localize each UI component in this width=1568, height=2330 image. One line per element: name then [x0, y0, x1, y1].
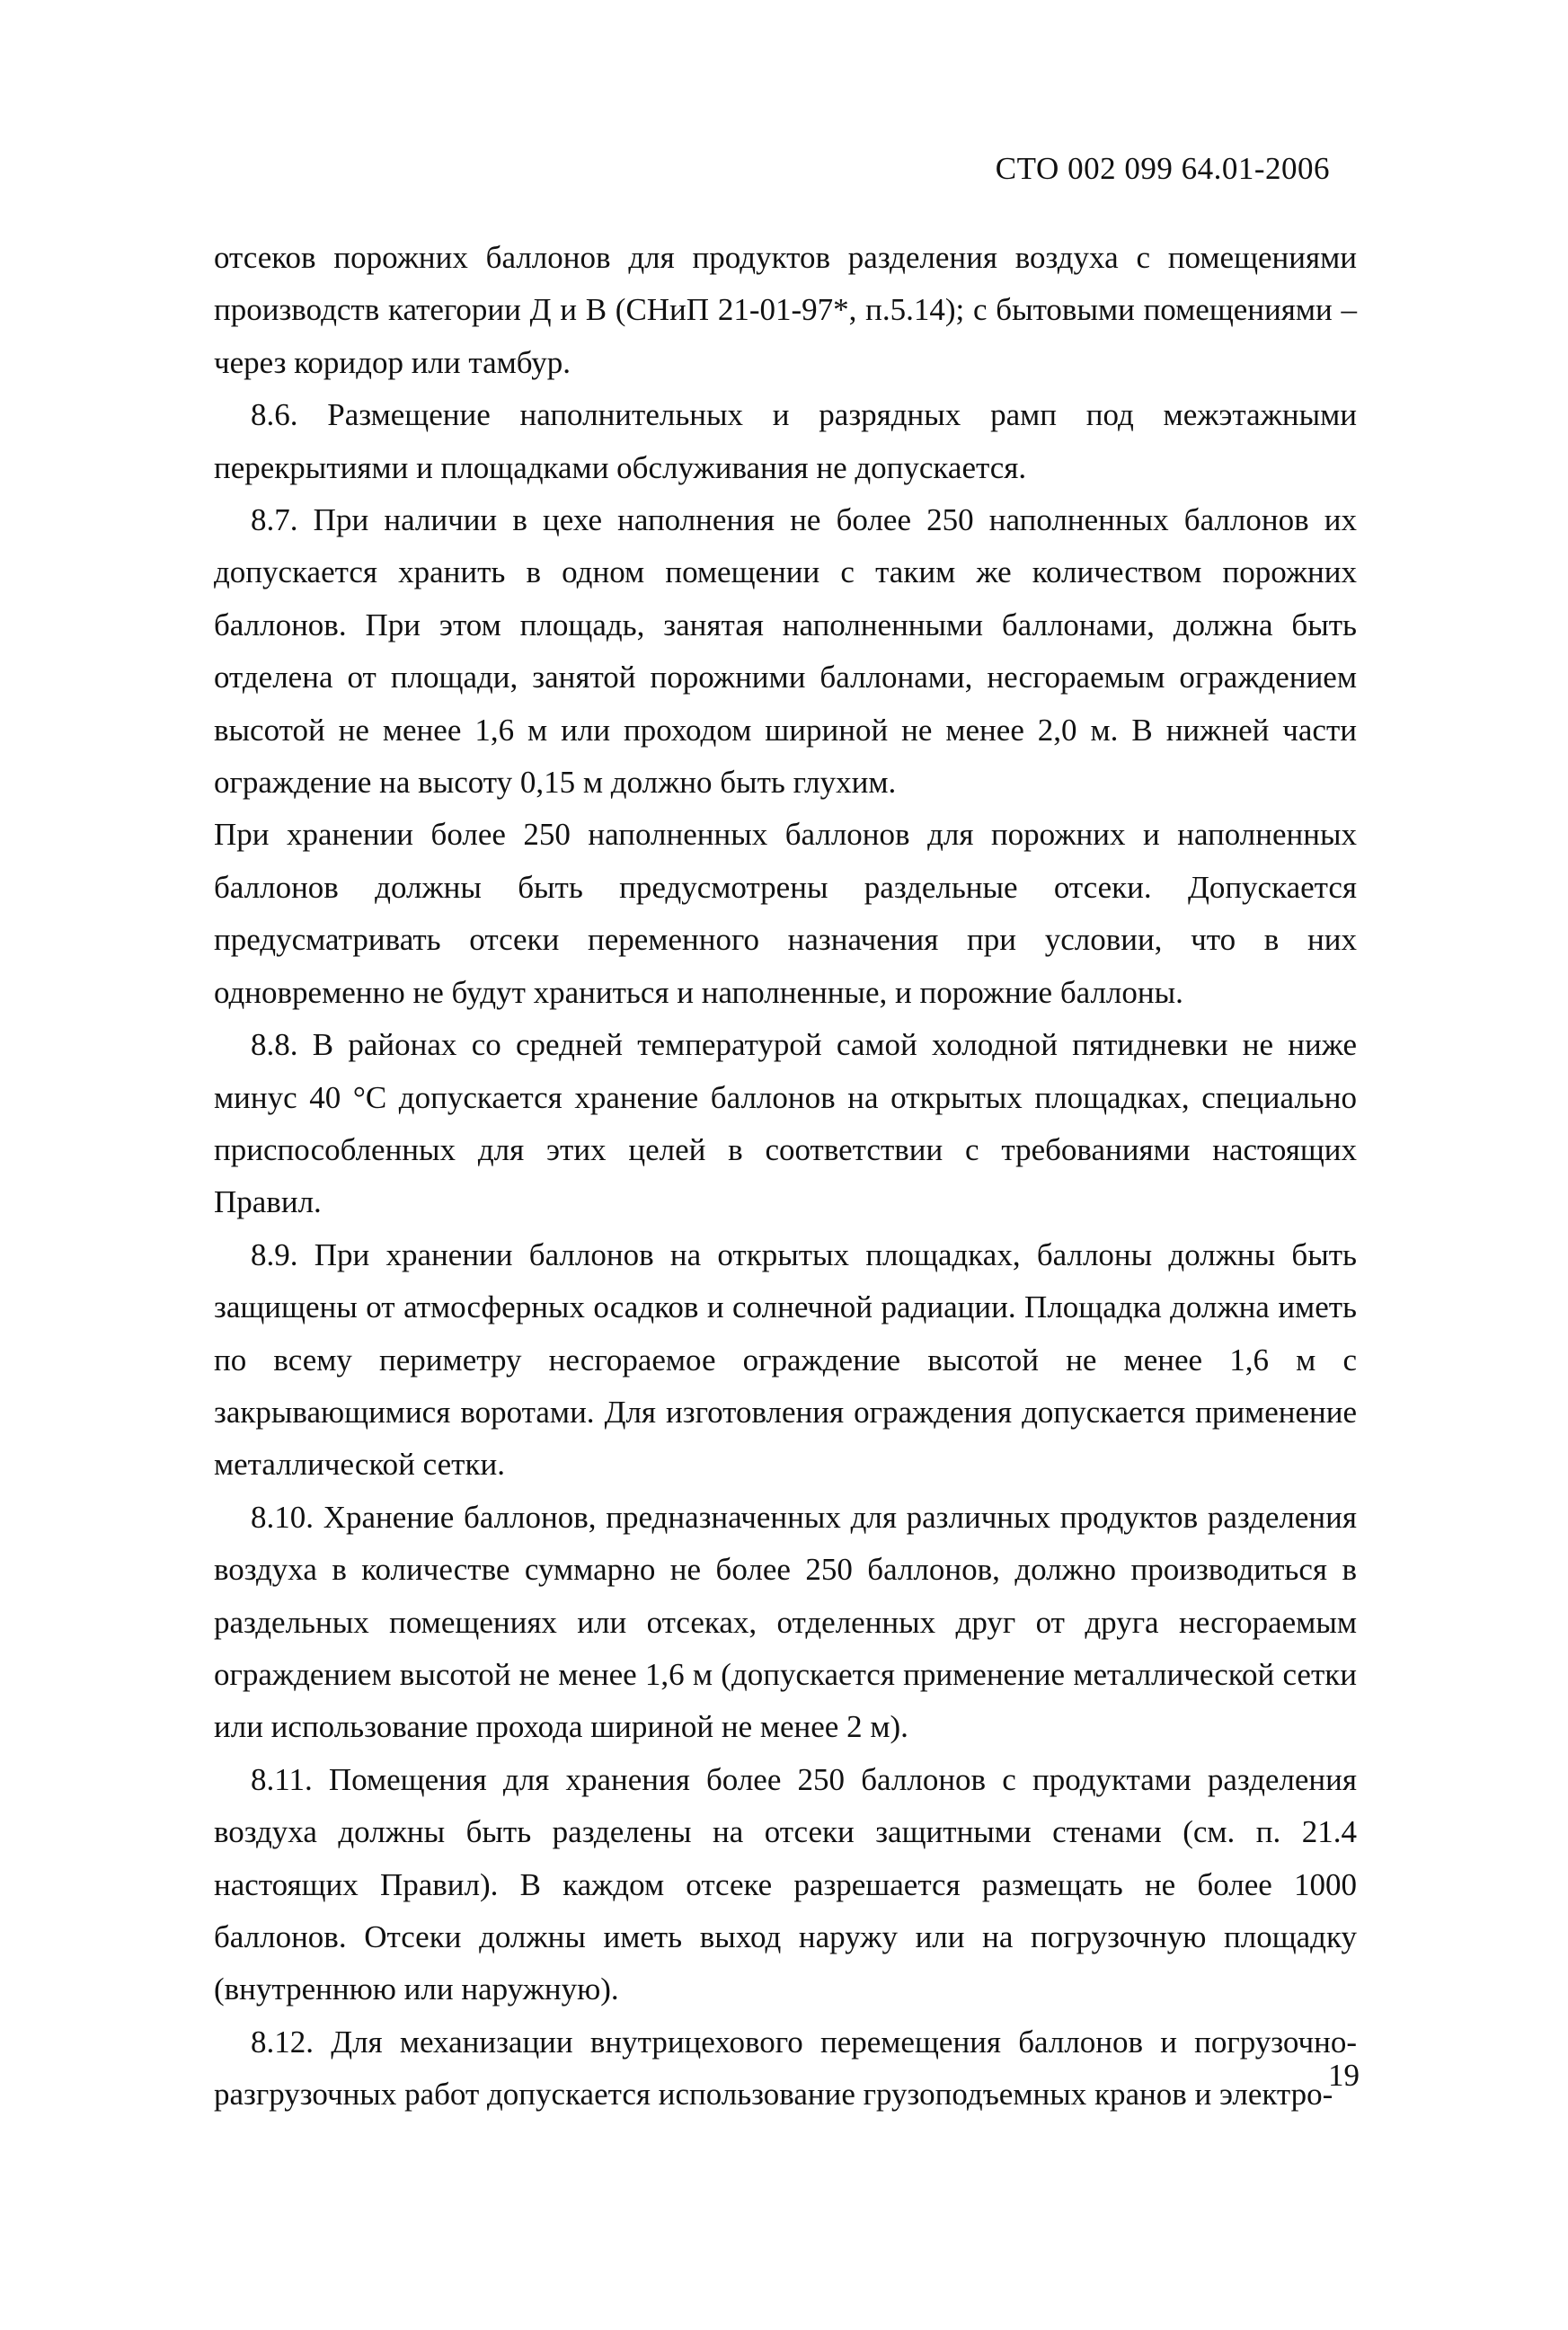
paragraph-8-11: 8.11. Помещения для хранения более 250 баллонов с продуктами разделения воздуха должны быть разделены на отсеки защитными стенами (см. п. 21.4 настоящих Правил). В каждом отсеке разрешается размещать не более 1000 баллонов. Отсеки должны иметь выход наружу или на погрузочную площадку (внутреннюю или наружную).	[214, 1761, 1357, 2007]
paragraph-continuation: отсеков порожних баллонов для продуктов разделения воздуха с помещениями производств категории Д и В (СНиП 21-01-97*, п.5.14); с бытовыми помещениями – через коридор или тамбур.	[214, 240, 1357, 380]
paragraph-8-12: 8.12. Для механизации внутрицехового перемещения баллонов и погрузочно-разгрузочных работ допускается использование грузоподъемных кранов и электро-	[214, 2024, 1357, 2113]
paragraph-8-7: 8.7. При наличии в цехе наполнения не более 250 наполненных баллонов их допускается хранить в одном помещении с таким же количеством порожних баллонов. При этом площадь, занятая наполненными баллонами, должна быть отделена от площади, занятой порожними баллонами, несгораемым ограждением высотой не менее 1,6 м или проходом шириной не менее 2,0 м. В нижней части ограждение на высоту 0,15 м должно быть глухим.	[214, 502, 1357, 801]
paragraph-storage-over-250: При хранении более 250 наполненных баллонов для порожних и наполненных баллонов должны быть предусмотрены раздельные отсеки. Допускается предусматривать отсеки переменного назначения при условии, что в них одновременно не будут храниться и наполненные, и порожние баллоны.	[214, 817, 1357, 1010]
paragraph-8-10: 8.10. Хранение баллонов, предназначенных для различных продуктов разделения воздуха в количестве суммарно не более 250 баллонов, должно производиться в раздельных помещениях или отсеках, отделенных друг от друга несгораемым ограждением высотой не менее 1,6 м (допускается применение металлической сетки или использование прохода шириной не менее 2 м).	[214, 1499, 1357, 1745]
body-text	[214, 232, 1357, 2122]
paragraph-8-9: 8.9. При хранении баллонов на открытых площадках, баллоны должны быть защищены от атмосферных осадков и солнечной радиации. Площадка должна иметь по всему периметру несгораемое ограждение высотой не менее 1,6 м с закрывающимися воротами. Для изготовления ограждения допускается применение металлической сетки.	[214, 1236, 1357, 1483]
paragraph-8-8: 8.8. В районах со средней температурой самой холодной пятидневки не ниже минус 40 °С допускается хранение баллонов на открытых площадках, специально приспособленных для этих целей в соответствии с требованиями настоящих Правил.	[214, 1027, 1357, 1220]
paragraph-8-6: 8.6. Размещение наполнительных и разрядных рамп под межэтажными перекрытиями и площадками обслуживания не допускается.	[214, 397, 1357, 485]
page-number: 19	[1328, 2058, 1360, 2093]
document-code: СТО 002 099 64.01-2006	[995, 151, 1330, 186]
